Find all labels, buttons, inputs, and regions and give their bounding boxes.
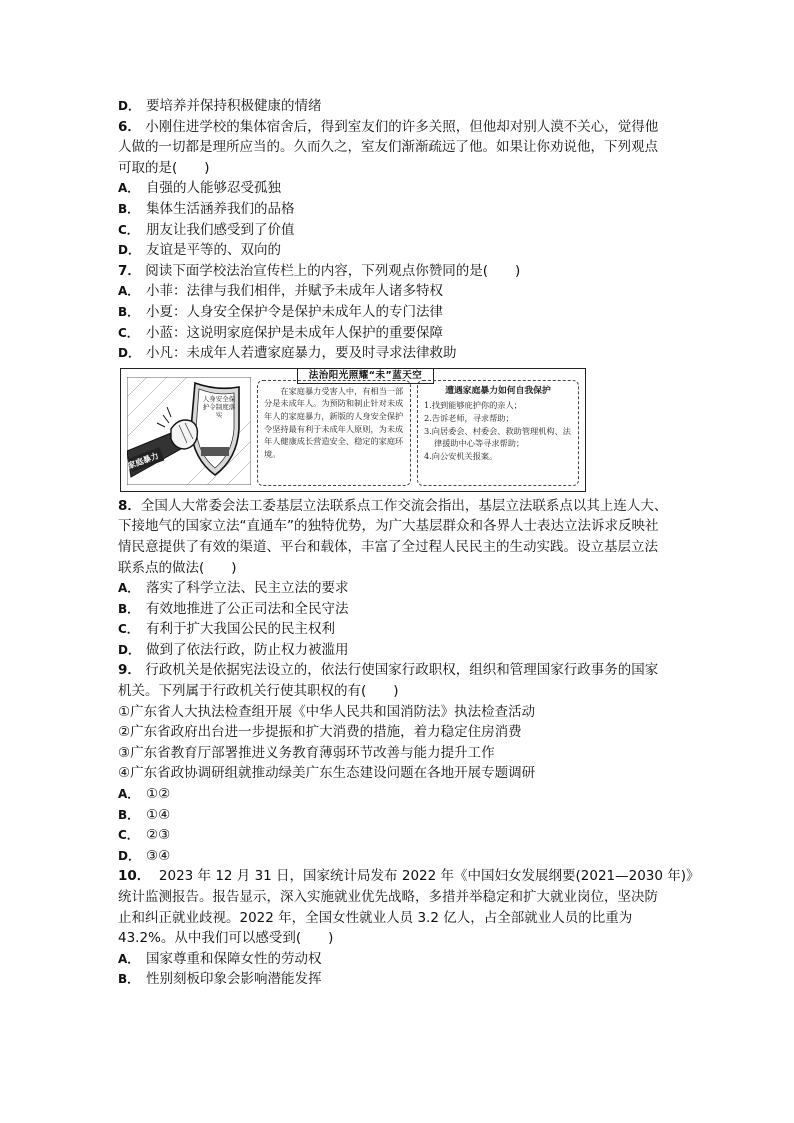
stem-text: 小刚住进学校的集体宿舍后，得到室友们的许多关照，但他却对别人漠不关心，觉得他: [145, 118, 659, 135]
q6-option-a: [118, 178, 678, 199]
q9-statement-3: ③广东省教育厅部署推进义务教育薄弱环节改善与能力提升工作: [118, 744, 495, 761]
q10-stem-line-4: 43.2%。从中我们可以感受到( ): [118, 930, 334, 947]
option-letter: C．: [118, 828, 139, 843]
exam-page: [118, 96, 700, 990]
q7-option-c: [118, 323, 678, 344]
legal-bulletin-figure: [120, 368, 586, 492]
option-text: 朋友让我们感受到了价值: [146, 221, 295, 238]
q10-stem-line-1: [118, 866, 700, 887]
question-number: 9．: [118, 662, 141, 679]
option-letter: B．: [118, 601, 140, 616]
info-box-self-protection: [417, 380, 579, 486]
shield-vs-fist-illustration: [127, 377, 251, 485]
option-letter: D．: [118, 99, 140, 113]
q8-option-c: [118, 619, 678, 640]
option-text: 性别刻板印象会影响潜能发挥: [146, 971, 322, 988]
shield-label: 人身安全保护令制度落实: [202, 394, 236, 419]
q6-stem-line-3: 可取的是( ): [118, 159, 210, 176]
info-box-protection-order: [257, 380, 411, 486]
option-letter: B．: [118, 807, 140, 822]
option-text: 国家尊重和保障女性的劳动权: [146, 950, 322, 967]
stem-text: 全国人大常委会法工委基层立法联系点工作交流会指出，基层立法联系点以其上连人大、: [140, 497, 668, 514]
option-text: 要培养并保持积极健康的情绪: [146, 98, 322, 114]
q9-option-d: [118, 846, 678, 867]
q6-option-b: [118, 199, 678, 220]
option-text: ③④: [146, 847, 171, 864]
q9-option-a: [118, 784, 678, 805]
box-title: 遭遇家庭暴力如何自我保护: [445, 385, 551, 396]
option-letter: D．: [118, 243, 140, 258]
q9-stem-line-1: [118, 660, 678, 681]
q9-statement-2: ②广东省政府出台进一步提振和扩大消费的措施，着力稳定住房消费: [118, 724, 522, 741]
stem-text: 阅读下面学校法治宣传栏上的内容，下列观点你赞同的是( ): [145, 262, 521, 279]
option-text: 小夏：人身安全保护令是保护未成年人的专门法律: [146, 303, 443, 320]
option-text: 做到了依法行政，防止权力被滥用: [146, 641, 349, 658]
question-9: [118, 660, 678, 866]
q7-option-b: [118, 302, 678, 323]
option-text: ②③: [146, 827, 171, 844]
stem-text: 行政机关是依据宪法设立的，依法行使国家行政职权，组织和管理国家行政事务的国家: [145, 662, 659, 679]
q6-option-c: [118, 220, 678, 241]
q7-option-d: [118, 343, 678, 364]
question-number: 6．: [118, 118, 141, 135]
option-letter: C．: [118, 222, 139, 237]
option-letter: A．: [118, 787, 140, 802]
q9-statement-1: ①广东省人大执法检查组开展《中华人民共和国消防法》执法检查活动: [118, 703, 536, 720]
box-item: 4.向公安机关报案。: [424, 450, 498, 461]
figure-title: 法治阳光照耀“未”蓝天空: [297, 368, 434, 384]
q10-option-b: [118, 969, 678, 990]
box-text: 在家庭暴力受害人中，有相当一部分是未成年人。为预防和制止针对未成年人的家庭暴力，新版的人身安全保护令坚持最有利于未成年人原则，为未成年人健康成长营造安全、稳定的家庭环境。: [264, 385, 404, 459]
option-letter: B．: [118, 201, 140, 216]
q8-option-d: [118, 640, 678, 661]
option-letter: D．: [118, 346, 140, 361]
q10-option-a: [118, 949, 678, 970]
option-letter: C．: [118, 325, 139, 340]
arm-label: 家庭暴力: [126, 450, 160, 471]
question-number: 7．: [118, 262, 141, 279]
question-8: [118, 496, 678, 661]
question-10: [118, 866, 700, 990]
option-text: 小凡：未成年人若遭家庭暴力，要及时寻求法律救助: [146, 345, 457, 362]
option-text: 自强的人能够忍受孤独: [146, 180, 281, 197]
q6-stem-line-2: 人做的一切都是理所应当的。久而久之，室友们渐渐疏远了他。如果让你劝说他，下列观点: [118, 139, 658, 156]
option-text: 小蓝：这说明家庭保护是未成年人保护的重要保障: [146, 324, 443, 341]
question-number: 10．: [118, 868, 151, 885]
option-letter: B．: [118, 972, 140, 987]
q6-option-d: [118, 240, 678, 261]
q8-stem-line-4: 联系点的做法( ): [118, 559, 237, 576]
q8-option-b: [118, 599, 678, 620]
option-letter: A．: [118, 581, 140, 596]
stem-text: 2023 年 12 月 31 日，国家统计局发布 2022 年《中国妇女发展纲要(2021—2030 年)》: [158, 868, 700, 885]
q8-option-a: [118, 578, 678, 599]
q5-option-d: [118, 96, 678, 117]
option-text: 有利于扩大我国公民的民主权利: [146, 621, 335, 638]
option-letter: D．: [118, 642, 140, 657]
box-item: 1.找到能够庇护你的亲人；: [424, 400, 522, 411]
option-text: 小菲：法律与我们相伴，并赋予未成年人诸多特权: [146, 283, 443, 300]
question-7: [118, 261, 678, 492]
q8-stem-line-2: 下接地气的国家立法“直通车”的独特优势，为广大基层群众和各界人士表达立法诉求反映社: [118, 518, 659, 535]
q8-stem-line-1: [118, 496, 678, 517]
option-letter: A．: [118, 284, 140, 299]
q10-stem-line-3: 止和纠正就业歧视。2022 年，全国女性就业人员 3.2 亿人，占全部就业人员的比重为: [118, 909, 633, 926]
option-letter: C．: [118, 622, 139, 637]
option-letter: D．: [118, 848, 140, 863]
option-letter: A．: [118, 181, 140, 196]
q8-stem-line-3: 情民意提供了有效的渠道、平台和载体，丰富了全过程人民民主的生动实践。设立基层立法: [118, 538, 658, 555]
option-text: 友谊是平等的、双向的: [146, 242, 281, 259]
q7-stem: [118, 261, 678, 282]
option-text: ①②: [146, 786, 171, 803]
q9-statement-4: ④广东省政协调研组就推动绿美广东生态建设问题在各地开展专题调研: [118, 765, 536, 782]
q9-option-b: [118, 805, 678, 826]
box-item: 2.告诉老师，寻求帮助；: [424, 412, 514, 423]
box-item: 3.向居委会、村委会、救助管理机构、法律援助中心等寻求帮助；: [424, 425, 571, 449]
option-text: 有效地推进了公正司法和全民守法: [146, 600, 349, 617]
q6-stem-line-1: [118, 117, 678, 138]
option-text: 落实了科学立法、民主立法的要求: [146, 580, 349, 597]
option-letter: A．: [118, 951, 140, 966]
question-number: 8．: [118, 497, 141, 514]
option-letter: B．: [118, 304, 140, 319]
q9-stem-line-2: 机关。下列属于行政机关行使其职权的有( ): [118, 683, 399, 700]
option-text: 集体生活涵养我们的品格: [146, 200, 295, 217]
q9-option-c: [118, 825, 678, 846]
q7-option-a: [118, 281, 678, 302]
option-text: ①④: [146, 806, 171, 823]
fist-icon: [171, 420, 197, 449]
q10-stem-line-2: 统计监测报告。报告显示，深入实施就业优先战略，多措并举稳定和扩大就业岗位，坚决防: [118, 889, 658, 905]
question-6: [118, 117, 678, 261]
